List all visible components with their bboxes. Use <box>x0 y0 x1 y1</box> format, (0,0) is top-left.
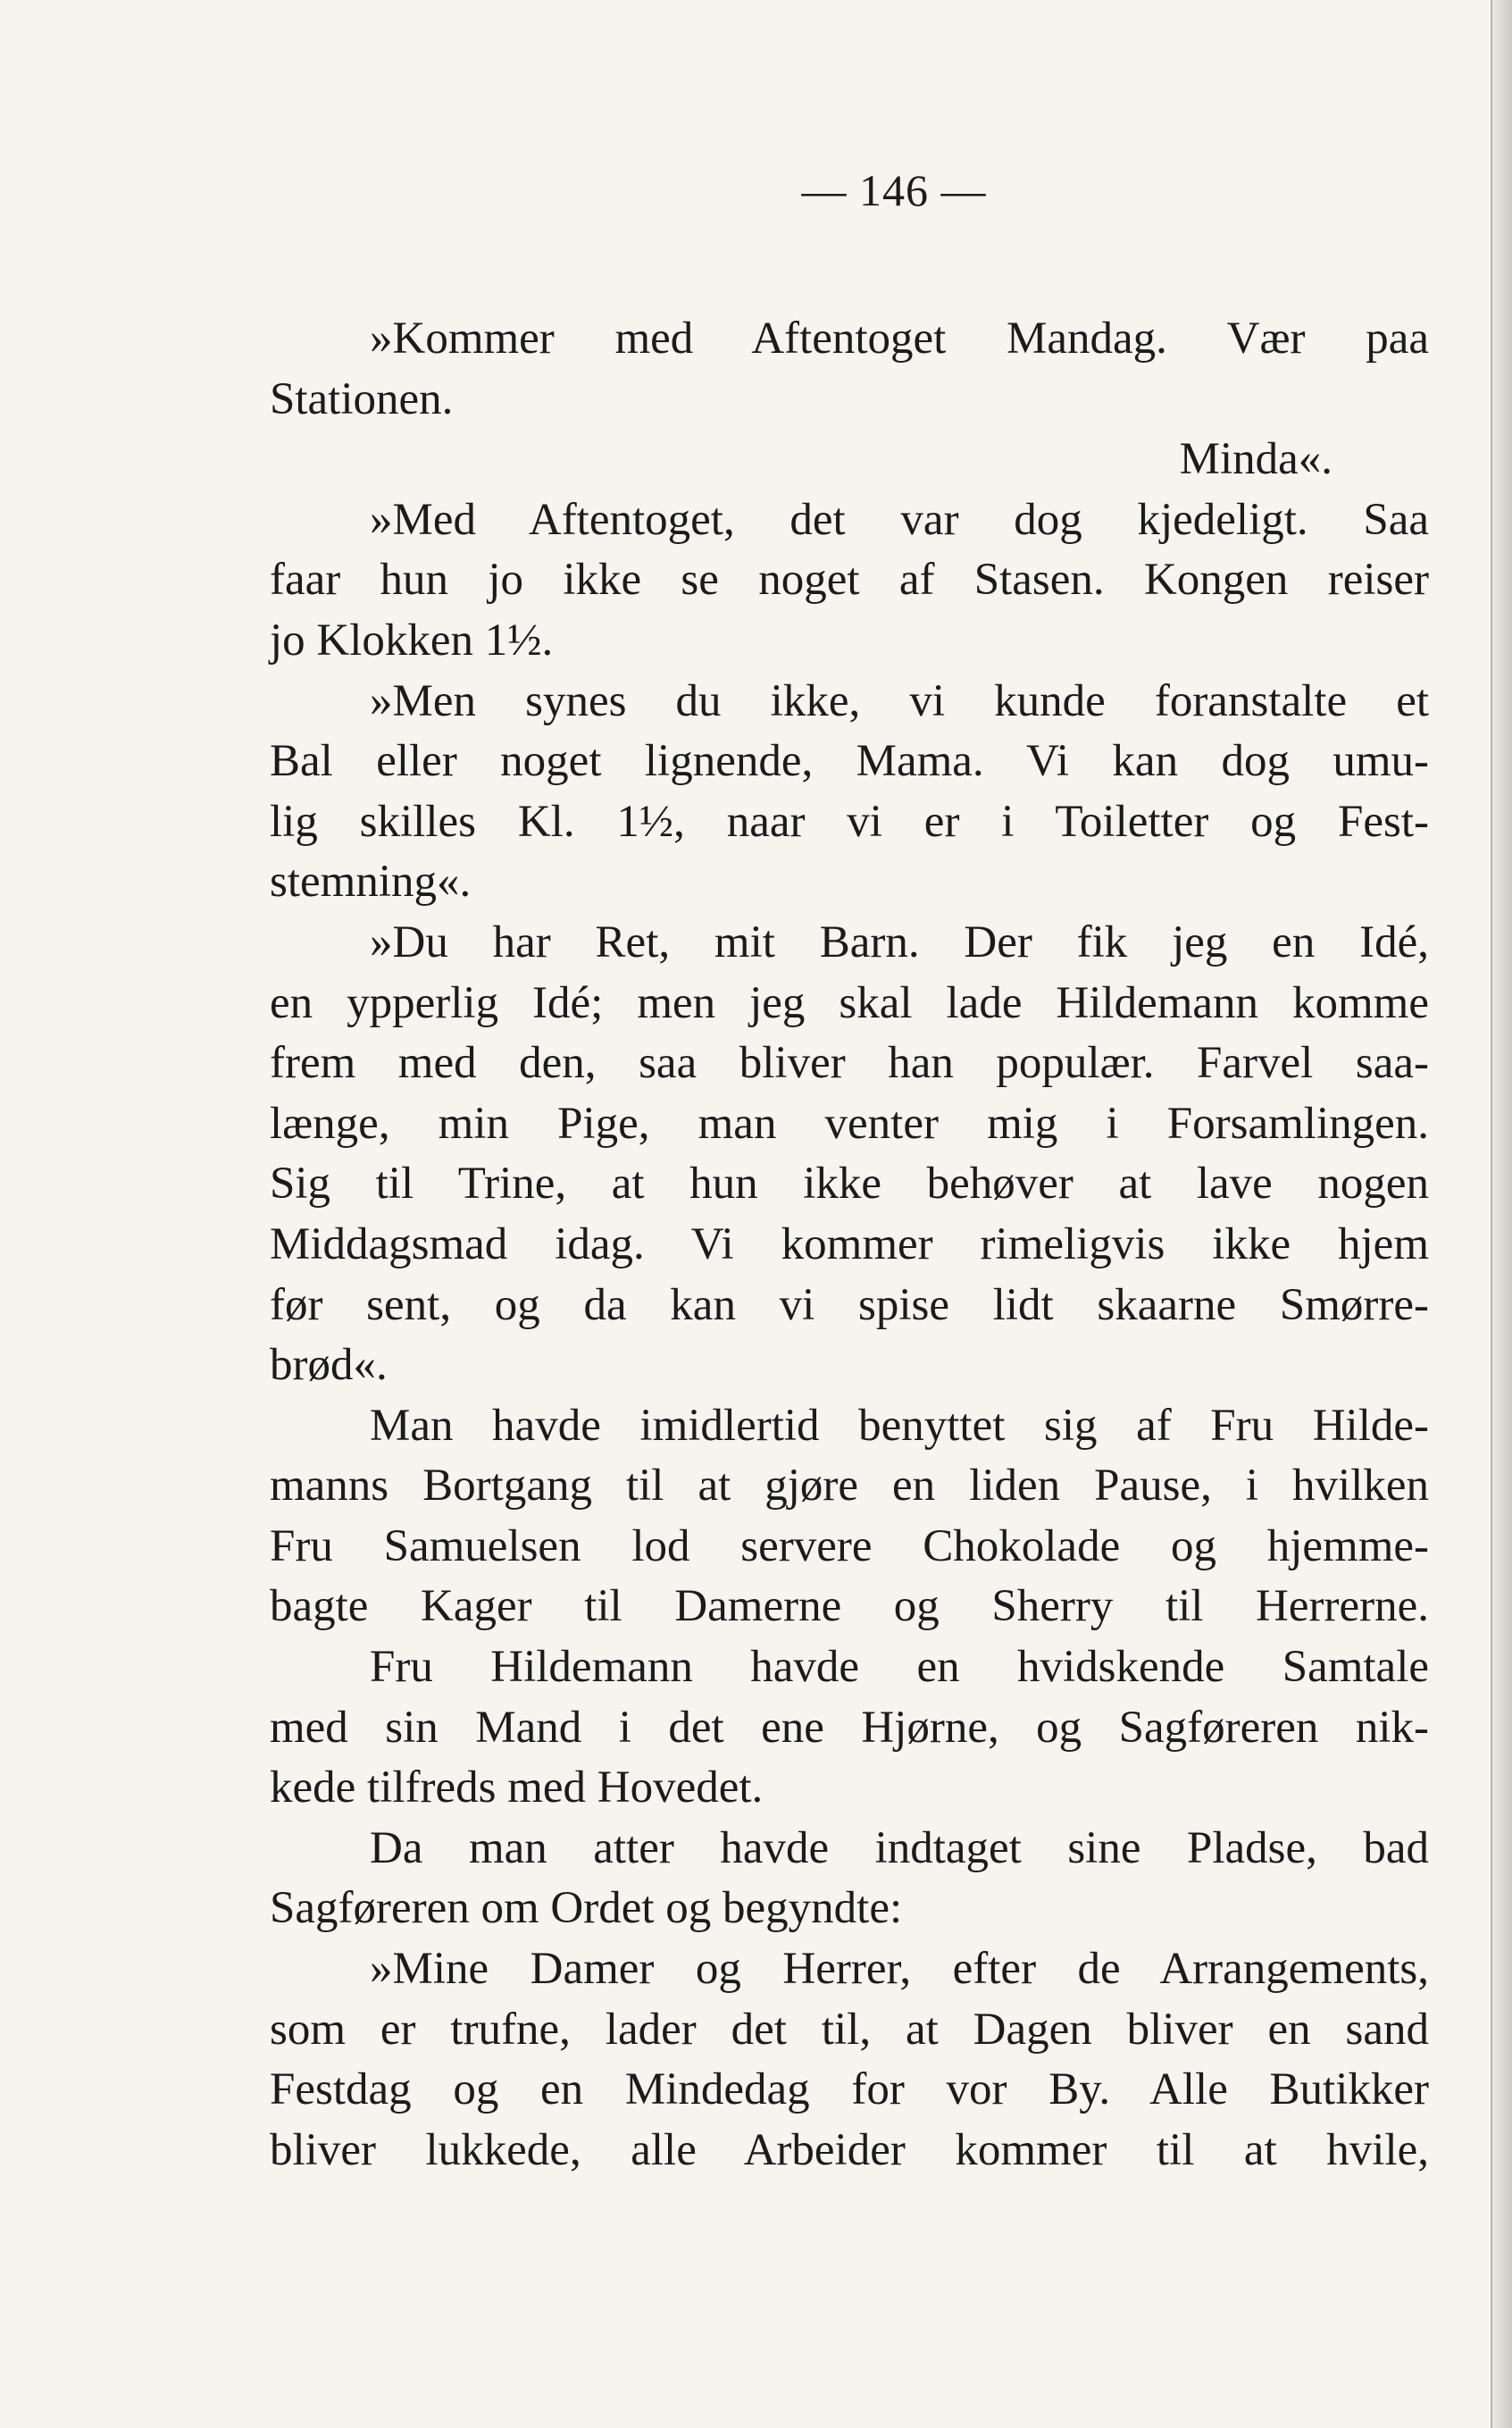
text-line: faar hun jo ikke se noget af Stasen. Kongen reiser <box>270 555 1429 606</box>
text-line: som er trufne, lader det til, at Dagen bliver en sand <box>270 2004 1429 2055</box>
text-line: Sig til Trine, at hun ikke behøver at lave nogen <box>270 1159 1429 1210</box>
text-line: »Du har Ret, mit Barn. Der fik jeg en Idé, <box>370 917 1429 967</box>
text-line: Fru Samuelsen lod servere Chokolade og hjemme- <box>270 1520 1429 1571</box>
text-line: »Kommer med Aftentoget Mandag. Vær paa <box>370 314 1429 364</box>
text-line: stemning«. <box>270 857 472 908</box>
page-edge <box>1492 0 1512 2428</box>
text-line: Stationen. <box>270 373 454 424</box>
text-line: bagte Kager til Damerne og Sherry til Herrerne. <box>270 1581 1429 1632</box>
page-text <box>270 159 1429 2181</box>
text-line: med sin Mand i det ene Hjørne, og Sagføreren nik- <box>270 1702 1429 1753</box>
text-line: jo Klokken 1½. <box>270 615 554 666</box>
text-line: Sagføreren om Ordet og begyndte: <box>270 1883 903 1934</box>
text-line: Middagsmad idag. Vi kommer rimeligvis ikke hjem <box>270 1218 1429 1269</box>
text-line: »Men synes du ikke, vi kunde foranstalte et <box>370 675 1429 726</box>
text-line: brød«. <box>270 1340 388 1391</box>
text-line: en ypperlig Idé; men jeg skal lade Hildemann komme <box>270 977 1429 1028</box>
text-line: længe, min Pige, man venter mig i Forsamlingen. <box>270 1098 1429 1149</box>
text-line: kede tilfreds med Hovedet. <box>270 1762 764 1813</box>
text-line: »Med Aftentoget, det var dog kjedeligt. Saa <box>370 494 1429 545</box>
text-line: »Mine Damer og Herrer, efter de Arrangements, <box>370 1944 1429 1995</box>
text-line: Da man atter havde indtaget sine Pladse, bad <box>370 1822 1429 1873</box>
text-line: bliver lukkede, alle Arbeider kommer til at hvile, <box>270 2124 1429 2175</box>
signature-line: Minda«. <box>1179 434 1332 485</box>
text-line: lig skilles Kl. 1½, naar vi er i Toiletter og Fest- <box>270 796 1429 847</box>
text-line: Fru Hildemann havde en hvidskende Samtale <box>370 1642 1429 1693</box>
text-line: frem med den, saa bliver han populær. Farvel saa- <box>270 1038 1429 1089</box>
text-line: før sent, og da kan vi spise lidt skaarne Smørre- <box>270 1279 1429 1330</box>
page-number: — 146 — <box>801 165 987 215</box>
text-line: Bal eller noget lignende, Mama. Vi kan dog umu- <box>270 736 1429 787</box>
text-line: Man havde imidlertid benyttet sig af Fru Hilde- <box>370 1400 1429 1451</box>
text-line: Festdag og en Mindedag for vor By. Alle Butikker <box>270 2064 1429 2115</box>
text-line: manns Bortgang til at gjøre en liden Pause, i hvilken <box>270 1461 1429 1511</box>
